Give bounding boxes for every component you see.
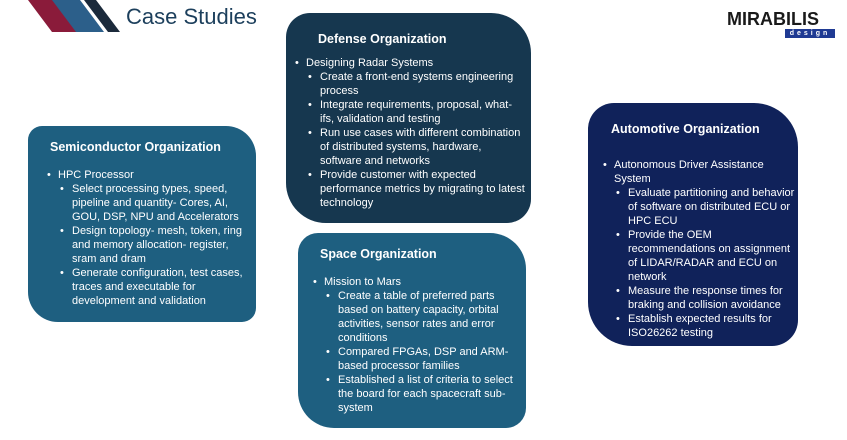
list-item (290, 56, 526, 70)
bullet-icon: • (313, 276, 317, 288)
defense-subitem: Create a front-end systems engineering process (320, 71, 514, 97)
bullet-icon: • (60, 183, 64, 195)
semiconductor-title: Semiconductor Organization (50, 140, 221, 154)
semiconductor-subitem: Generate configuration, test cases, traces and executable for development and validation (72, 267, 243, 307)
bullet-icon: • (308, 169, 312, 181)
automotive-subitem: Measure the response times for braking and collision avoidance (628, 285, 783, 311)
list-item (56, 224, 252, 266)
semiconductor-item: HPC Processor (58, 169, 134, 181)
space-subitem: Compared FPGAs, DSP and ARM-based processor families (338, 346, 509, 372)
bullet-icon: • (308, 99, 312, 111)
company-logo (727, 9, 837, 39)
defense-subitem: Run use cases with different combination of distributed systems, hardware, software and networks (320, 127, 521, 167)
bullet-icon: • (616, 313, 620, 325)
automotive-subitem: Establish expected results for ISO26262 testing (628, 313, 772, 339)
list-item (612, 186, 796, 228)
list-item (304, 70, 526, 98)
bullet-icon: • (326, 290, 330, 302)
list-item (56, 266, 252, 308)
space-title: Space Organization (320, 247, 437, 261)
space-subitem: Established a list of criteria to select the board for each spacecraft sub-system (338, 374, 513, 414)
defense-card (286, 13, 531, 223)
space-card (298, 233, 526, 428)
list-item (304, 168, 526, 210)
page-title: Case Studies (126, 4, 257, 29)
list-item (612, 228, 796, 284)
defense-title: Defense Organization (318, 32, 447, 46)
bullet-icon: • (60, 225, 64, 237)
semiconductor-subitem: Design topology- mesh, token, ring and memory allocation- register, sram and dram (72, 225, 242, 265)
automotive-subitem: Evaluate partitioning and behavior of software on distributed ECU or HPC ECU (628, 187, 795, 227)
list-item (598, 158, 796, 186)
space-subitem: Create a table of preferred parts based on battery capacity, orbital activities, sensor rates and error conditions (338, 290, 499, 344)
automotive-title: Automotive Organization (611, 122, 760, 136)
logo-main-text: MIRABILIS (727, 9, 819, 29)
bullet-icon: • (326, 374, 330, 386)
semiconductor-card (28, 126, 256, 322)
defense-subitem: Provide customer with expected performance metrics by migrating to latest technology (320, 169, 525, 209)
list-item (308, 275, 524, 289)
list-item (322, 289, 524, 345)
bullet-icon: • (616, 285, 620, 297)
bullet-icon: • (308, 127, 312, 139)
list-item (322, 345, 524, 373)
list-item (42, 168, 252, 182)
defense-item: Designing Radar Systems (306, 57, 434, 69)
list-item (304, 98, 526, 126)
bullet-icon: • (60, 267, 64, 279)
bullet-icon: • (308, 71, 312, 83)
automotive-card (588, 103, 798, 346)
list-item (56, 182, 252, 224)
automotive-item: Autonomous Driver Assistance System (614, 159, 764, 185)
bullet-icon: • (603, 159, 607, 171)
bullet-icon: • (616, 229, 620, 241)
list-item (304, 126, 526, 168)
bullet-icon: • (47, 169, 51, 181)
bullet-icon: • (616, 187, 620, 199)
semiconductor-subitem: Select processing types, speed, pipeline and quantity- Cores, AI, GOU, DSP, NPU and Accelerators (72, 183, 239, 223)
bullet-icon: • (326, 346, 330, 358)
space-item: Mission to Mars (324, 276, 402, 288)
defense-subitem: Integrate requirements, proposal, what-ifs, validation and testing (320, 99, 512, 125)
bullet-icon: • (295, 57, 299, 69)
list-item (612, 284, 796, 312)
list-item (322, 373, 524, 415)
logo-sub-text: design (785, 29, 835, 38)
automotive-subitem: Provide the OEM recommendations on assignment of LIDAR/RADAR and ECU on network (628, 229, 791, 283)
list-item (612, 312, 796, 340)
